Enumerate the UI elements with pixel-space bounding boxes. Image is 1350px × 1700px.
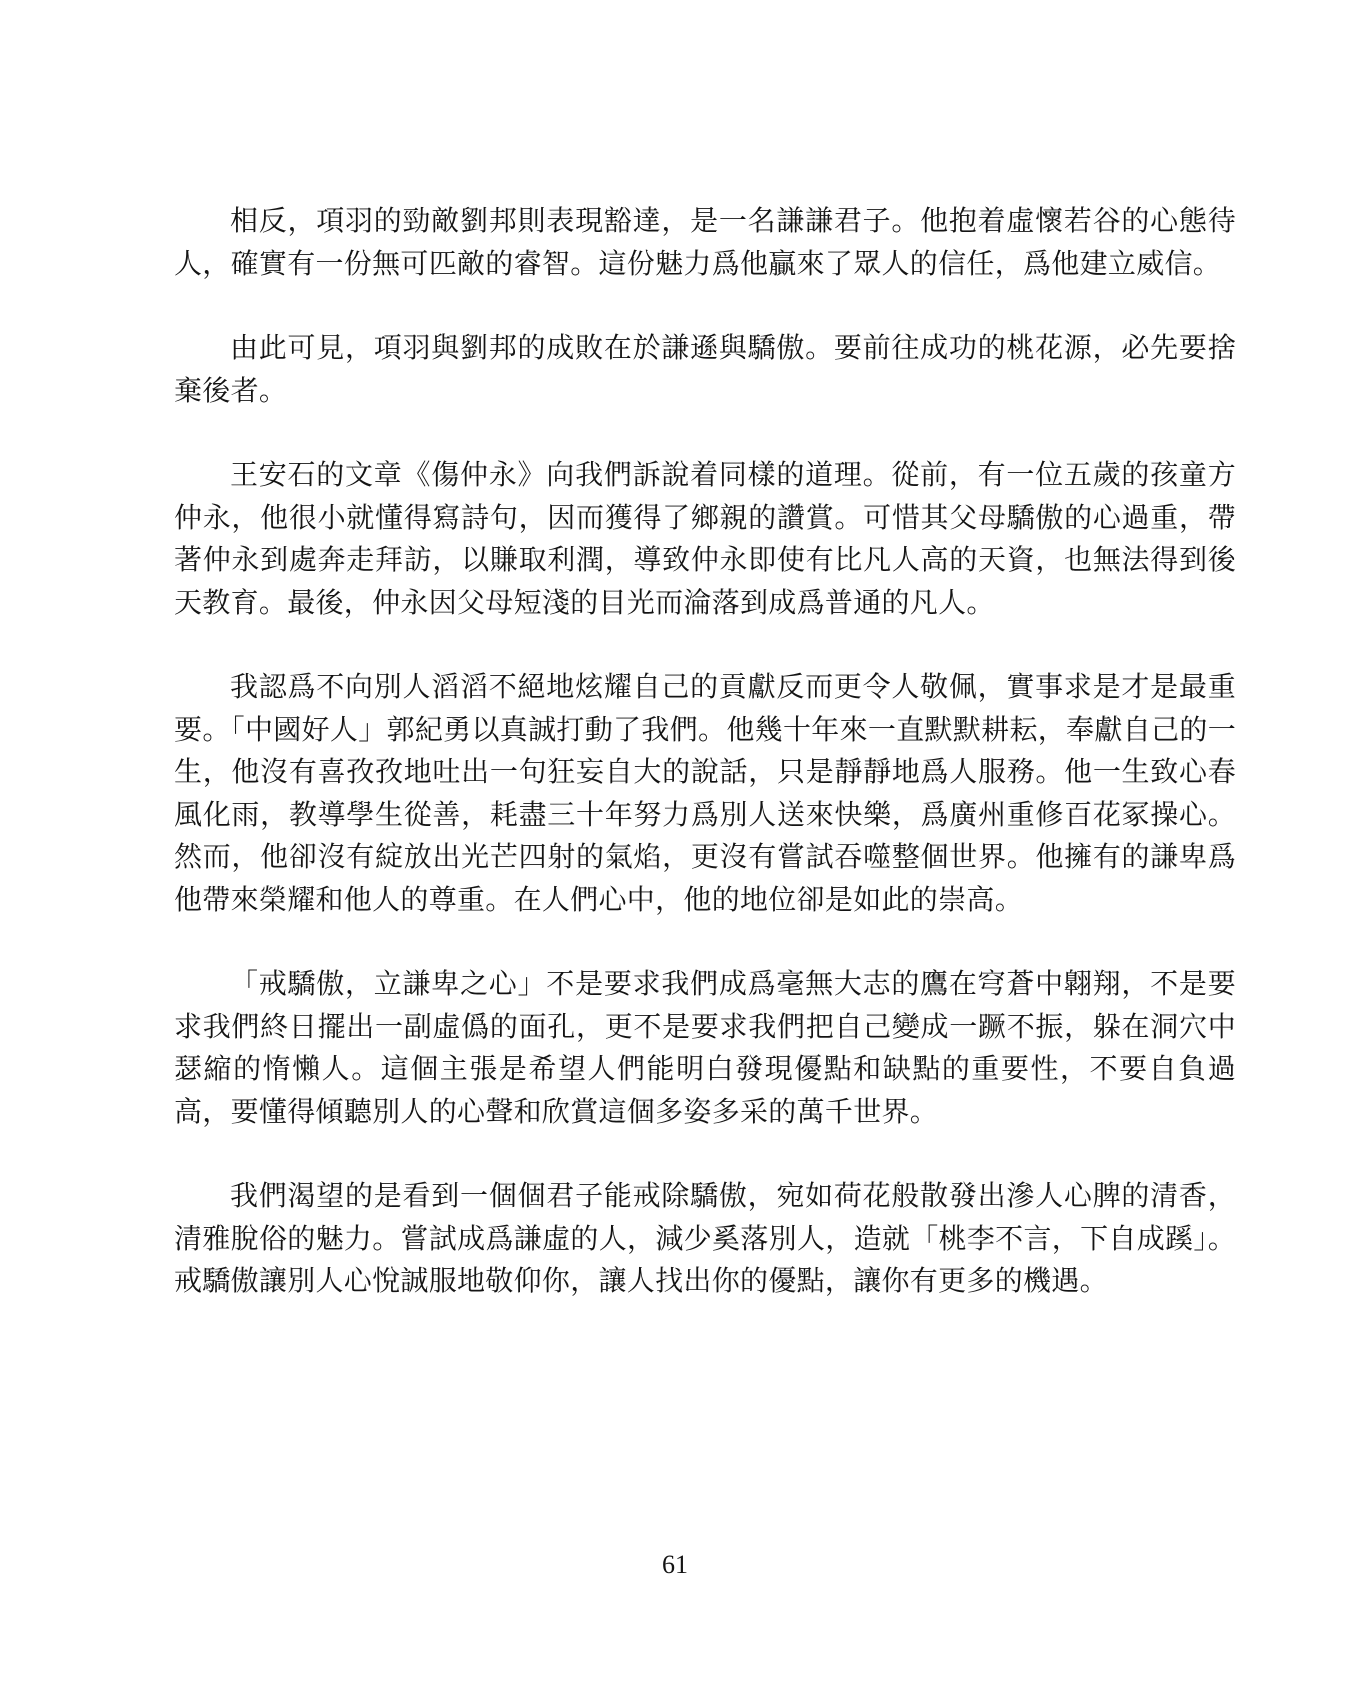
paragraph-6: 我們渴望的是看到一個個君子能戒除驕傲，宛如荷花般散發出滲人心脾的清香，清雅脫俗的魅力。嘗試成爲謙虛的人，減少奚落別人，造就「桃李不言，下自成蹊」。戒驕傲讓別人心悅誠服地敬仰你，讓人找出你的優點，讓你有更多的機遇。 xyxy=(174,1179,1236,1297)
paragraph-1: 相反，項羽的勁敵劉邦則表現豁達，是一名謙謙君子。他抱着虛懷若谷的心態待人，確實有一份無可匹敵的睿智。這份魅力爲他贏來了眾人的信任，爲他建立威信。 xyxy=(174,204,1236,280)
page-number: 61 xyxy=(662,1550,688,1579)
paragraph-2: 由此可見，項羽與劉邦的成敗在於謙遜與驕傲。要前往成功的桃花源，必先要捨棄後者。 xyxy=(174,331,1236,407)
paragraph-3: 王安石的文章《傷仲永》向我們訴說着同樣的道理。從前，有一位五歲的孩童方仲永，他很小就懂得寫詩句，因而獲得了鄉親的讚賞。可惜其父母驕傲的心過重，帶著仲永到處奔走拜訪，以賺取利潤，導致仲永即使有比凡人高的天資，也無法得到後天教育。最後，仲永因父母短淺的目光而淪落到成爲普通的凡人。 xyxy=(174,458,1236,619)
paragraph-4: 我認爲不向別人滔滔不絕地炫耀自己的貢獻反而更令人敬佩，實事求是才是最重要。「中國好人」郭紀勇以真誠打動了我們。他幾十年來一直默默耕耘，奉獻自己的一生，他沒有喜孜孜地吐出一句狂妄自大的說話，只是靜靜地爲人服務。他一生致心春風化雨，教導學生從善，耗盡三十年努力爲別人送來快樂，爲廣州重修百花冢操心。然而，他卻沒有綻放出光芒四射的氣焰，更沒有嘗試吞噬整個世界。他擁有的謙卑爲他帶來榮耀和他人的尊重。在人們心中，他的地位卻是如此的崇高。 xyxy=(174,670,1236,916)
page-body xyxy=(174,200,1236,1345)
paragraph-5: 「戒驕傲，立謙卑之心」不是要求我們成爲毫無大志的鷹在穹蒼中翺翔，不是要求我們終日擺出一副虛僞的面孔，更不是要求我們把自己變成一蹶不振，躲在洞穴中瑟縮的惰懶人。這個主張是希望人們能明白發現優點和缺點的重要性，不要自負過高，要懂得傾聽別人的心聲和欣賞這個多姿多采的萬千世界。 xyxy=(174,967,1236,1128)
